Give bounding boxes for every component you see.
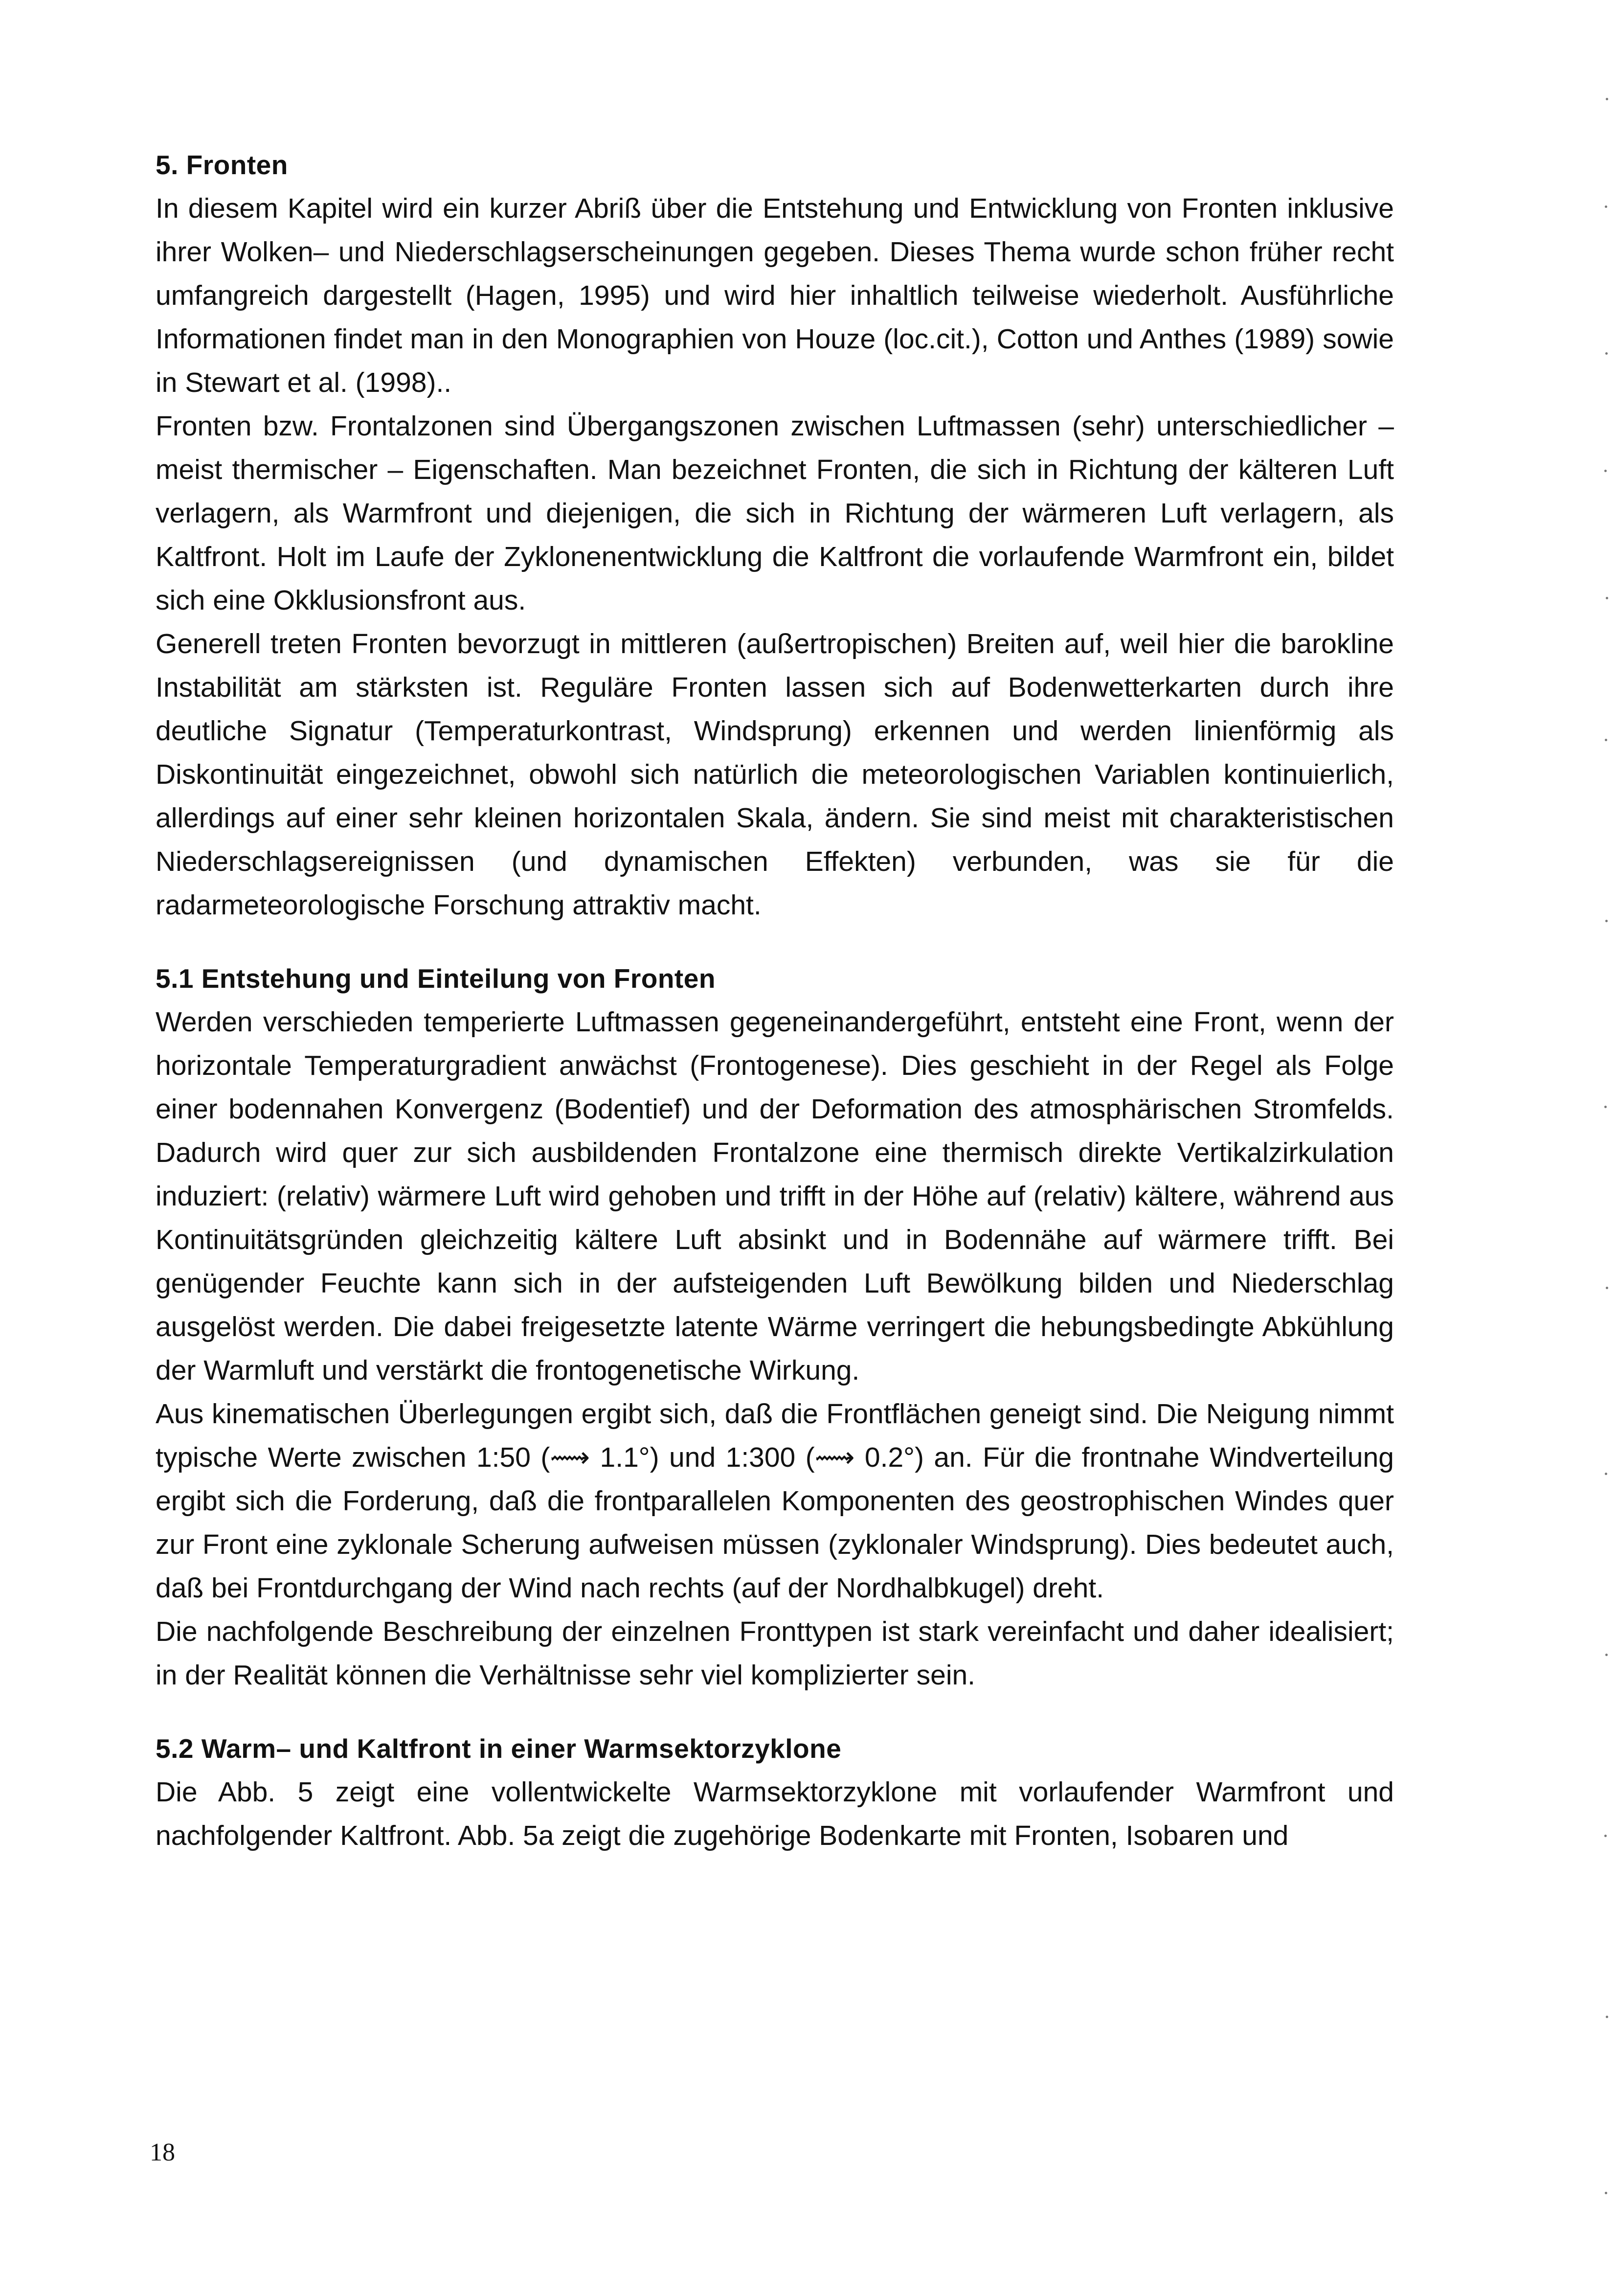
paragraph-5-1-idealization: Die nachfolgende Beschreibung der einzelnen Fronttypen ist stark vereinfacht und daher idealisiert; in der Realität können die Verhältnisse sehr viel komplizierter sein.	[156, 1616, 1394, 1691]
paragraph-5-fronts-definition: Fronten bzw. Frontalzonen sind Übergangszonen zwischen Luftmassen (sehr) unterschiedlicher – meist thermischer – Eigenschaften. Man bezeichnet Fronten, die sich in Richtung der kälteren Luft verlagern, als Warmfront und diejenigen, die sich in Richtung der wärmeren Luft verlagern, als Kaltfront. Holt im Laufe der Zyklonenentwicklung die Kaltfront die vorlaufende Warmfront ein, bildet sich eine Okklusionsfront aus.	[156, 410, 1394, 616]
page-number: 18	[150, 2138, 175, 2166]
paragraph-5-1-kinematics: Aus kinematischen Überlegungen ergibt sich, daß die Frontflächen geneigt sind. Die Neigung nimmt typische Werte zwischen 1:50 (⟿ 1.1°) und 1:300 (⟿ 0.2°) an. Für die frontnahe Windverteilung ergibt sich die Forderung, daß die frontparallelen Komponenten des geostrophischen Windes quer zur Front eine zyklonale Scherung aufweisen müssen (zyklonaler Windsprung). Dies bedeutet auch, daß bei Frontdurchgang der Wind nach rechts (auf der Nordhalbkugel) dreht.	[156, 1398, 1394, 1604]
scan-dot	[1605, 352, 1608, 355]
section-heading-5: 5. Fronten	[156, 150, 288, 180]
section-heading-5-1: 5.1 Entstehung und Einteilung von Fronten	[156, 963, 716, 994]
paragraph-5-2-warm-sector: Die Abb. 5 zeigt eine vollentwickelte Warmsektorzyklone mit vorlaufender Warmfront und nachfolgender Kaltfront. Abb. 5a zeigt die zugehörige Bodenkarte mit Fronten, Isobaren und	[156, 1776, 1394, 1851]
scan-dot	[1604, 470, 1607, 472]
scan-dot	[1605, 205, 1607, 208]
scan-dot	[1606, 98, 1608, 100]
scan-dot	[1604, 1106, 1607, 1108]
paragraph-5-intro: In diesem Kapitel wird ein kurzer Abriß über die Entstehung und Entwicklung von Fronten inklusive ihrer Wolken– und Niederschlagserscheinungen gegeben. Dieses Thema wurde schon früher recht umfangreich dargestellt (Hagen, 1995) und wird hier inhaltlich teilweise wiederholt. Ausführliche Informationen findet man in den Monographien von Houze (loc.cit.), Cotton und Anthes (1989) sowie in Stewart et al. (1998)..	[156, 193, 1394, 398]
scan-margin-dots	[1588, 0, 1617, 2296]
scan-dot	[1605, 920, 1608, 922]
scan-dot	[1605, 2192, 1607, 2194]
scan-dot	[1604, 1835, 1607, 1837]
paragraph-5-fronts-occurrence: Generell treten Fronten bevorzugt in mittleren (außertropischen) Breiten auf, weil hier die barokline Instabilität am stärksten ist. Reguläre Fronten lassen sich auf Bodenwetterkarten durch ihre deutliche Signatur (Temperaturkontrast, Windsprung) erkennen und werden linienförmig als Diskontinuität eingezeichnet, obwohl sich natürlich die meteorologischen Variablen kontinuierlich, allerdings auf einer sehr kleinen horizontalen Skala, ändern. Sie sind meist mit charakteristischen Niederschlagsereignissen (und dynamischen Effekten) verbunden, was sie für die radarmeteorologische Forschung attraktiv macht.	[156, 628, 1394, 921]
scan-dot	[1605, 739, 1607, 741]
section-gap	[156, 1697, 1394, 1727]
scan-dot	[1606, 597, 1608, 599]
scan-dot	[1606, 2016, 1608, 2018]
section-gap	[156, 927, 1394, 956]
paragraph-5-1-frontogenesis: Werden verschieden temperierte Luftmassen gegeneinandergeführt, entsteht eine Front, wenn der horizontale Temperaturgradient anwächst (Frontogenese). Dies geschieht in der Regel als Folge einer bodennahen Konvergenz (Bodentief) und der Deformation des atmosphärischen Stromfelds. Dadurch wird quer zur sich ausbildenden Frontalzone eine thermisch direkte Vertikalzirkulation induziert: (relativ) wärmere Luft wird gehoben und trifft in der Höhe auf (relativ) kältere, während aus Kontinuitätsgründen gleichzeitig kältere Luft absinkt und in Bodennähe auf wärmere trifft. Bei genügender Feuchte kann sich in der aufsteigenden Luft Bewölkung bilden und Niederschlag ausgelöst werden. Die dabei freigesetzte latente Wärme verringert die hebungsbedingte Abkühlung der Warmluft und verstärkt die frontogenetische Wirkung.	[156, 1006, 1394, 1386]
page-content	[156, 143, 1394, 1858]
section-heading-5-2: 5.2 Warm– und Kaltfront in einer Warmsektorzyklone	[156, 1733, 842, 1764]
scan-dot	[1605, 1473, 1607, 1475]
scan-dot	[1605, 1654, 1608, 1656]
scan-dot	[1606, 1287, 1608, 1289]
